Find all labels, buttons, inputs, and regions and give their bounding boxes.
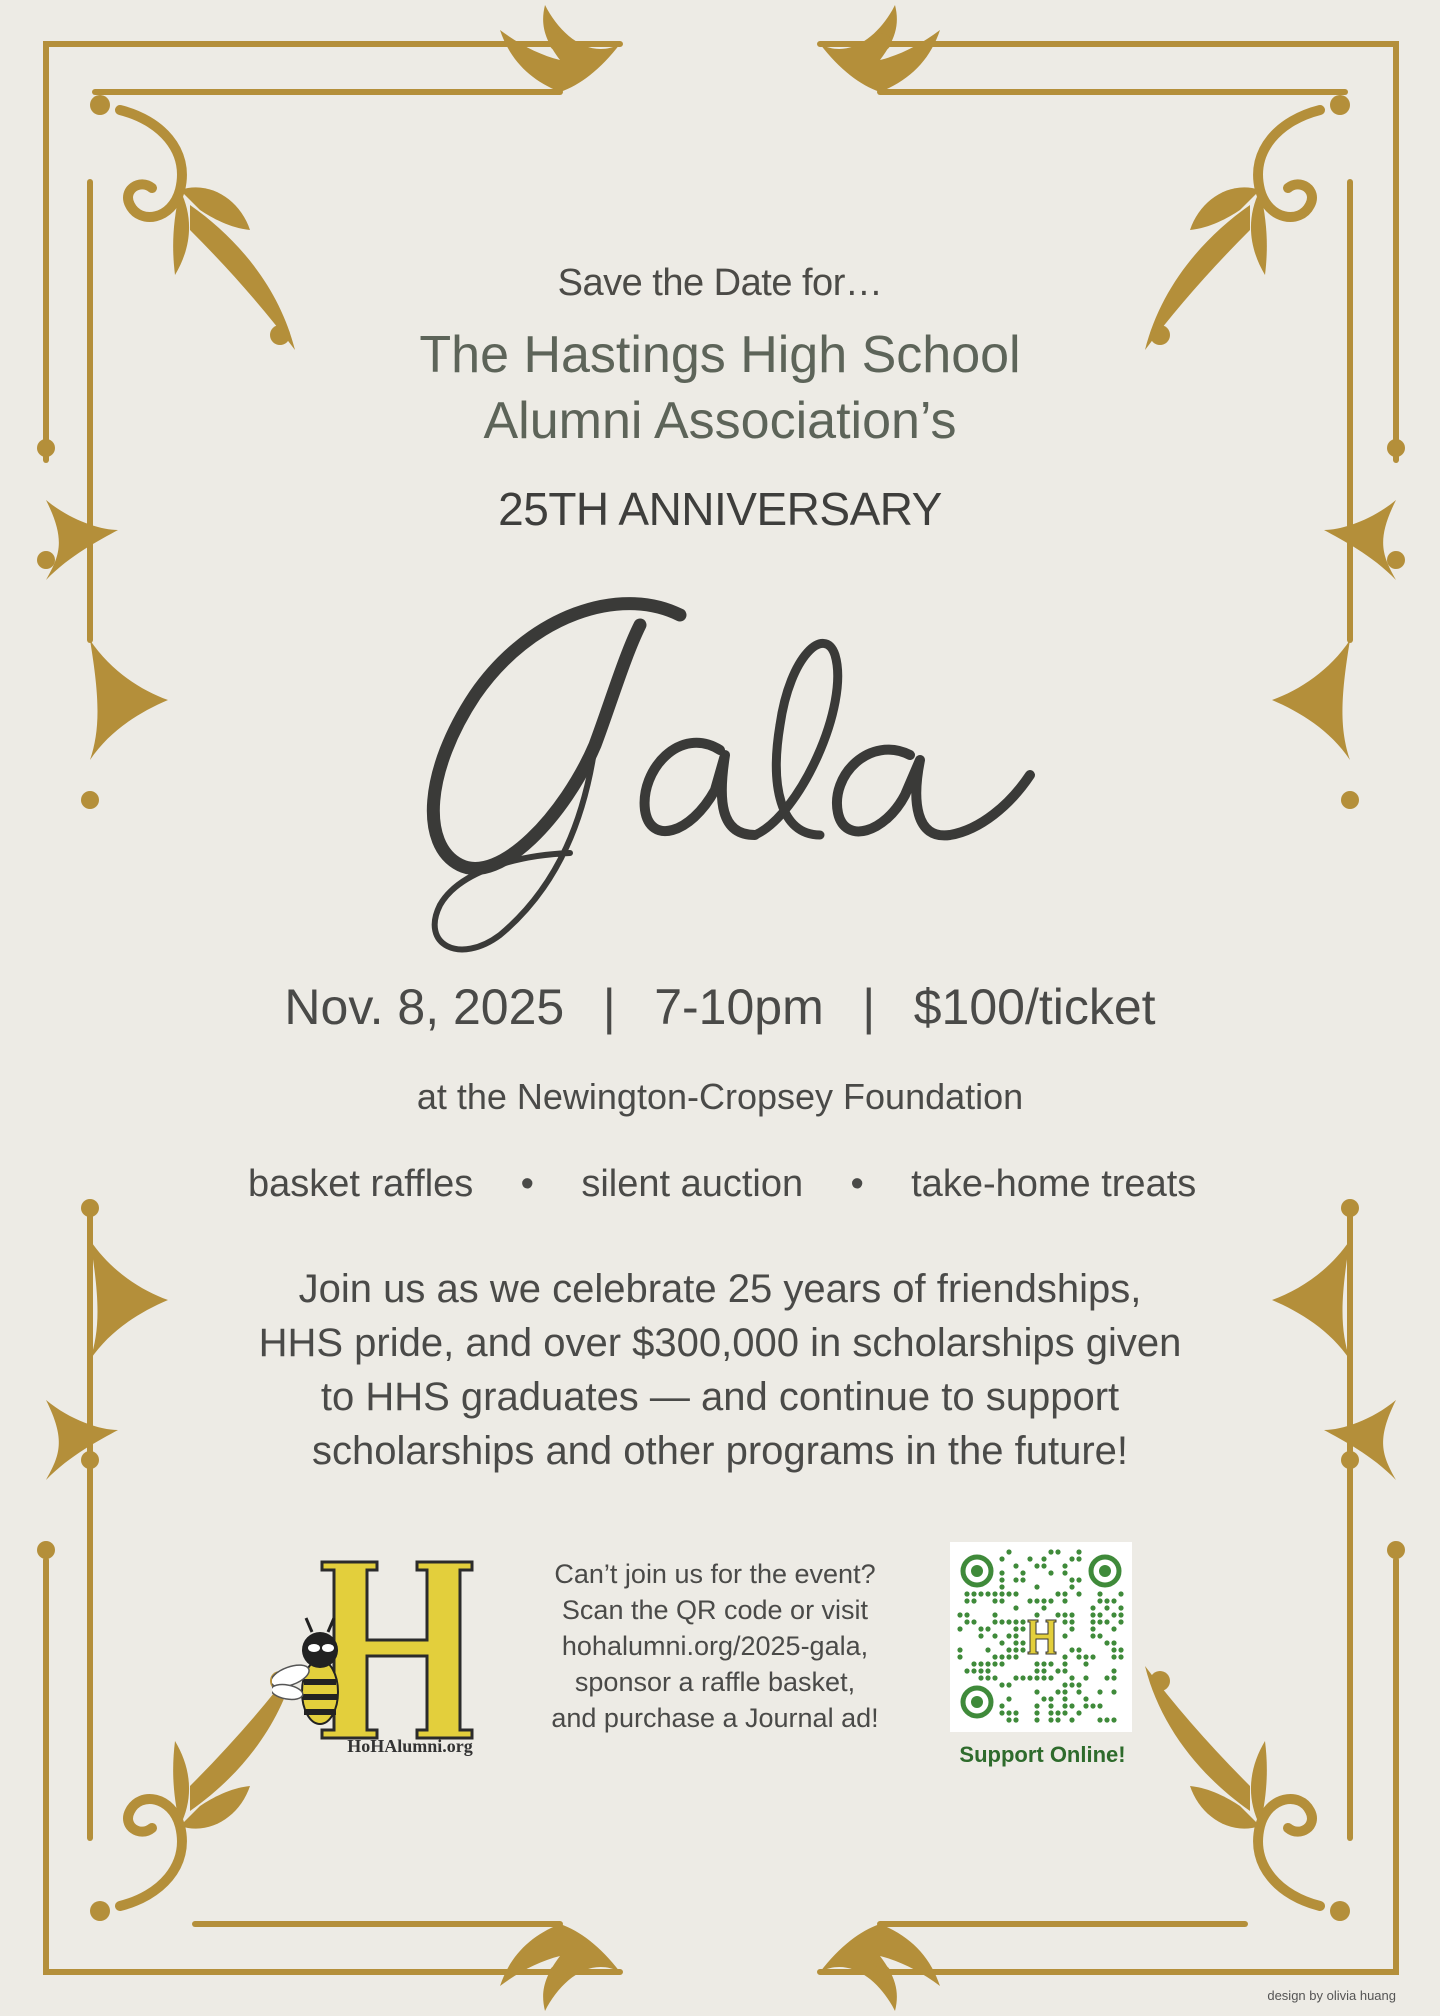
qr-module bbox=[1020, 1640, 1025, 1645]
qr-module bbox=[957, 1647, 962, 1652]
qr-module bbox=[1062, 1668, 1067, 1673]
qr-module bbox=[1055, 1549, 1060, 1554]
qr-module bbox=[1034, 1598, 1039, 1603]
qr-module bbox=[1111, 1689, 1116, 1694]
qr-module bbox=[999, 1584, 1004, 1589]
qr-module bbox=[1041, 1563, 1046, 1568]
qr-module bbox=[1090, 1703, 1095, 1708]
qr-module bbox=[1006, 1647, 1011, 1652]
qr-module bbox=[1048, 1675, 1053, 1680]
qr-module bbox=[1006, 1717, 1011, 1722]
qr-module bbox=[1076, 1682, 1081, 1687]
qr-module bbox=[1013, 1647, 1018, 1652]
qr-module bbox=[1069, 1682, 1074, 1687]
qr-module bbox=[1027, 1598, 1032, 1603]
qr-module bbox=[1069, 1556, 1074, 1561]
cta-line: Can’t join us for the event? bbox=[554, 1559, 876, 1589]
qr-module bbox=[1083, 1675, 1088, 1680]
qr-module bbox=[971, 1598, 976, 1603]
qr-module bbox=[1118, 1654, 1123, 1659]
qr-module bbox=[1097, 1619, 1102, 1624]
qr-module bbox=[1104, 1717, 1109, 1722]
qr-module bbox=[1020, 1626, 1025, 1631]
qr-module bbox=[1020, 1675, 1025, 1680]
qr-module bbox=[1076, 1689, 1081, 1694]
qr-module bbox=[1118, 1612, 1123, 1617]
qr-module bbox=[1111, 1654, 1116, 1659]
qr-module bbox=[1055, 1591, 1060, 1596]
qr-module bbox=[1034, 1717, 1039, 1722]
qr-module bbox=[964, 1598, 969, 1603]
qr-module bbox=[1034, 1710, 1039, 1715]
qr-module bbox=[1097, 1717, 1102, 1722]
qr-module bbox=[1055, 1668, 1060, 1673]
qr-module bbox=[1104, 1640, 1109, 1645]
qr-module bbox=[1041, 1598, 1046, 1603]
qr-module bbox=[1069, 1577, 1074, 1582]
qr-module bbox=[1111, 1675, 1116, 1680]
qr-module bbox=[985, 1626, 990, 1631]
qr-module bbox=[1062, 1703, 1067, 1708]
cta-line: and purchase a Journal ad! bbox=[551, 1703, 879, 1733]
qr-module bbox=[1048, 1710, 1053, 1715]
qr-module bbox=[1104, 1619, 1109, 1624]
qr-module bbox=[992, 1675, 997, 1680]
qr-module bbox=[1048, 1598, 1053, 1603]
qr-module bbox=[1013, 1563, 1018, 1568]
qr-module bbox=[1062, 1710, 1067, 1715]
qr-module bbox=[1027, 1556, 1032, 1561]
qr-module bbox=[1034, 1703, 1039, 1708]
qr-module bbox=[1076, 1577, 1081, 1582]
association-name bbox=[0, 322, 1440, 454]
qr-module bbox=[1097, 1612, 1102, 1617]
qr-module bbox=[1069, 1612, 1074, 1617]
qr-module bbox=[1048, 1661, 1053, 1666]
cta-line: Scan the QR code or visit bbox=[561, 1595, 869, 1625]
qr-module bbox=[1006, 1591, 1011, 1596]
qr-module bbox=[992, 1633, 997, 1638]
qr-module bbox=[985, 1647, 990, 1652]
separator: | bbox=[602, 979, 616, 1035]
qr-module bbox=[1048, 1703, 1053, 1708]
qr-module bbox=[1097, 1689, 1102, 1694]
qr-module bbox=[992, 1661, 997, 1666]
qr-module bbox=[1006, 1654, 1011, 1659]
qr-module bbox=[1013, 1633, 1018, 1638]
qr-module bbox=[999, 1591, 1004, 1596]
qr-module bbox=[1041, 1605, 1046, 1610]
qr-module bbox=[1034, 1563, 1039, 1568]
cta-link[interactable]: hohalumni.org/2025-gala, bbox=[561, 1631, 869, 1661]
qr-module bbox=[999, 1654, 1004, 1659]
qr-module bbox=[999, 1619, 1004, 1624]
yellowjacket-mascot-icon bbox=[272, 1618, 338, 1724]
qr-module bbox=[1097, 1598, 1102, 1603]
qr-module bbox=[1076, 1654, 1081, 1659]
qr-module bbox=[1055, 1612, 1060, 1617]
qr-module bbox=[1111, 1717, 1116, 1722]
qr-module bbox=[992, 1654, 997, 1659]
qr-module bbox=[1006, 1619, 1011, 1624]
qr-module bbox=[1062, 1598, 1067, 1603]
qr-module bbox=[1020, 1647, 1025, 1652]
qr-module bbox=[1062, 1619, 1067, 1624]
mission-line: HHS pride, and over $300,000 in scholarships given bbox=[258, 1321, 1182, 1365]
qr-module bbox=[999, 1640, 1004, 1645]
qr-module bbox=[971, 1661, 976, 1666]
cta-line: sponsor a raffle basket, bbox=[574, 1667, 856, 1697]
qr-module bbox=[1006, 1696, 1011, 1701]
qr-module bbox=[1111, 1612, 1116, 1617]
qr-module bbox=[1034, 1584, 1039, 1589]
association-line-2: Alumni Association’s bbox=[483, 392, 957, 450]
qr-module bbox=[985, 1591, 990, 1596]
qr-module bbox=[1048, 1717, 1053, 1722]
qr-module bbox=[1090, 1619, 1095, 1624]
qr-module bbox=[978, 1626, 983, 1631]
qr-module bbox=[985, 1668, 990, 1673]
qr-module bbox=[1062, 1563, 1067, 1568]
logo-caption: HoHAlumni.org bbox=[347, 1736, 473, 1756]
qr-module bbox=[1111, 1647, 1116, 1652]
qr-module bbox=[1069, 1647, 1074, 1652]
qr-module bbox=[1118, 1605, 1123, 1610]
qr-module bbox=[971, 1668, 976, 1673]
qr-module bbox=[1062, 1689, 1067, 1694]
mission-line: scholarships and other programs in the future! bbox=[312, 1429, 1128, 1473]
support-online-label: Support Online! bbox=[959, 1742, 1126, 1767]
mission-statement bbox=[0, 1262, 1440, 1478]
qr-module bbox=[1006, 1710, 1011, 1715]
qr-module bbox=[992, 1598, 997, 1603]
qr-module bbox=[1020, 1619, 1025, 1624]
qr-module bbox=[1069, 1619, 1074, 1624]
qr-module bbox=[1104, 1675, 1109, 1680]
qr-module bbox=[1076, 1549, 1081, 1554]
bullet-separator: • bbox=[520, 1163, 534, 1205]
mission-line: Join us as we celebrate 25 years of friendships, bbox=[298, 1267, 1142, 1311]
qr-module bbox=[1006, 1682, 1011, 1687]
qr-module bbox=[1034, 1675, 1039, 1680]
qr-module bbox=[1090, 1612, 1095, 1617]
qr-module bbox=[1055, 1717, 1060, 1722]
qr-module bbox=[978, 1675, 983, 1680]
qr-module bbox=[1034, 1661, 1039, 1666]
hohalumni-logo bbox=[272, 1552, 492, 1762]
qr-module bbox=[1062, 1682, 1067, 1687]
qr-module bbox=[1062, 1591, 1067, 1596]
qr-module bbox=[1034, 1668, 1039, 1673]
qr-module bbox=[999, 1661, 1004, 1666]
qr-module bbox=[1013, 1619, 1018, 1624]
design-credit: design by olivia huang bbox=[1267, 1988, 1396, 2003]
save-the-date-text: Save the Date for… bbox=[557, 262, 883, 304]
event-time: 7-10pm bbox=[654, 979, 824, 1035]
qr-module bbox=[1118, 1647, 1123, 1652]
qr-module bbox=[1062, 1633, 1067, 1638]
qr-module bbox=[1104, 1605, 1109, 1610]
qr-module bbox=[1013, 1577, 1018, 1582]
qr-module bbox=[1006, 1549, 1011, 1554]
event-details bbox=[0, 978, 1440, 1036]
qr-module bbox=[1048, 1696, 1053, 1701]
call-to-action bbox=[500, 1556, 930, 1736]
qr-module bbox=[1055, 1689, 1060, 1694]
bullet-separator: • bbox=[850, 1163, 864, 1205]
qr-module bbox=[1041, 1696, 1046, 1701]
qr-module bbox=[1069, 1626, 1074, 1631]
qr-module bbox=[971, 1619, 976, 1624]
qr-module bbox=[1013, 1591, 1018, 1596]
qr-module bbox=[1083, 1654, 1088, 1659]
qr-module bbox=[1013, 1626, 1018, 1631]
qr-module bbox=[1104, 1598, 1109, 1603]
qr-module bbox=[999, 1570, 1004, 1575]
anniversary-heading: 25TH ANNIVERSARY bbox=[498, 483, 942, 535]
qr-module bbox=[1020, 1577, 1025, 1582]
ticket-price: $100/ticket bbox=[913, 979, 1156, 1035]
gala-script-title bbox=[380, 585, 1060, 955]
qr-code-icon[interactable] bbox=[950, 1542, 1132, 1732]
qr-module bbox=[978, 1661, 983, 1666]
qr-module bbox=[992, 1619, 997, 1624]
qr-module bbox=[1097, 1703, 1102, 1708]
qr-module bbox=[1062, 1696, 1067, 1701]
qr-module bbox=[964, 1612, 969, 1617]
qr-module bbox=[1062, 1570, 1067, 1575]
qr-module bbox=[1048, 1549, 1053, 1554]
feature-item: basket raffles bbox=[248, 1163, 474, 1205]
qr-module bbox=[1069, 1675, 1074, 1680]
qr-module bbox=[1020, 1570, 1025, 1575]
qr-module bbox=[1027, 1675, 1032, 1680]
feature-item: silent auction bbox=[581, 1163, 804, 1205]
qr-module bbox=[999, 1598, 1004, 1603]
qr-module bbox=[1013, 1710, 1018, 1715]
qr-module bbox=[1069, 1703, 1074, 1708]
qr-module bbox=[957, 1612, 962, 1617]
qr-module bbox=[1076, 1647, 1081, 1652]
qr-module bbox=[999, 1577, 1004, 1582]
qr-module bbox=[1076, 1710, 1081, 1715]
event-venue: at the Newington-Cropsey Foundation bbox=[416, 1076, 1024, 1117]
qr-module bbox=[1111, 1626, 1116, 1631]
qr-module bbox=[964, 1619, 969, 1624]
qr-module bbox=[978, 1591, 983, 1596]
qr-module bbox=[1111, 1640, 1116, 1645]
qr-module bbox=[1013, 1640, 1018, 1645]
qr-module bbox=[1090, 1605, 1095, 1610]
qr-module bbox=[971, 1591, 976, 1596]
qr-module bbox=[957, 1626, 962, 1631]
qr-module bbox=[992, 1591, 997, 1596]
qr-module bbox=[1118, 1619, 1123, 1624]
qr-module bbox=[1069, 1717, 1074, 1722]
qr-module bbox=[1041, 1668, 1046, 1673]
qr-module bbox=[978, 1668, 983, 1673]
qr-module bbox=[1006, 1633, 1011, 1638]
qr-module bbox=[1111, 1668, 1116, 1673]
qr-module bbox=[1062, 1654, 1067, 1659]
qr-module bbox=[1034, 1689, 1039, 1694]
qr-module bbox=[992, 1612, 997, 1617]
qr-module bbox=[1090, 1626, 1095, 1631]
qr-module bbox=[978, 1633, 983, 1638]
qr-module bbox=[1034, 1612, 1039, 1617]
qr-module bbox=[1076, 1591, 1081, 1596]
qr-module bbox=[1090, 1633, 1095, 1638]
qr-module bbox=[985, 1661, 990, 1666]
qr-module bbox=[957, 1654, 962, 1659]
qr-module bbox=[1083, 1661, 1088, 1666]
qr-module bbox=[985, 1675, 990, 1680]
qr-module bbox=[1048, 1570, 1053, 1575]
qr-module bbox=[1041, 1661, 1046, 1666]
qr-module bbox=[1097, 1591, 1102, 1596]
feature-item: take-home treats bbox=[911, 1163, 1197, 1205]
qr-module bbox=[999, 1703, 1004, 1708]
qr-module bbox=[999, 1710, 1004, 1715]
qr-module bbox=[1090, 1654, 1095, 1659]
qr-module bbox=[1013, 1675, 1018, 1680]
separator: | bbox=[862, 979, 876, 1035]
qr-module bbox=[1062, 1612, 1067, 1617]
qr-module bbox=[999, 1682, 1004, 1687]
qr-module bbox=[1083, 1703, 1088, 1708]
qr-module bbox=[1097, 1633, 1102, 1638]
qr-module bbox=[964, 1591, 969, 1596]
qr-module bbox=[1055, 1710, 1060, 1715]
qr-module bbox=[1111, 1598, 1116, 1603]
qr-module bbox=[1069, 1584, 1074, 1589]
qr-module bbox=[1013, 1654, 1018, 1659]
qr-module bbox=[1013, 1717, 1018, 1722]
qr-module bbox=[1041, 1675, 1046, 1680]
qr-module bbox=[1041, 1556, 1046, 1561]
event-features bbox=[248, 1163, 1308, 1206]
qr-module bbox=[1062, 1661, 1067, 1666]
qr-module bbox=[999, 1556, 1004, 1561]
event-date: Nov. 8, 2025 bbox=[284, 979, 565, 1035]
qr-module bbox=[1013, 1605, 1018, 1610]
association-line-1: The Hastings High School bbox=[419, 326, 1021, 384]
mission-line: to HHS graduates — and continue to support bbox=[320, 1375, 1120, 1419]
qr-module bbox=[1118, 1591, 1123, 1596]
qr-module bbox=[1083, 1696, 1088, 1701]
qr-module bbox=[1076, 1556, 1081, 1561]
qr-module bbox=[964, 1668, 969, 1673]
